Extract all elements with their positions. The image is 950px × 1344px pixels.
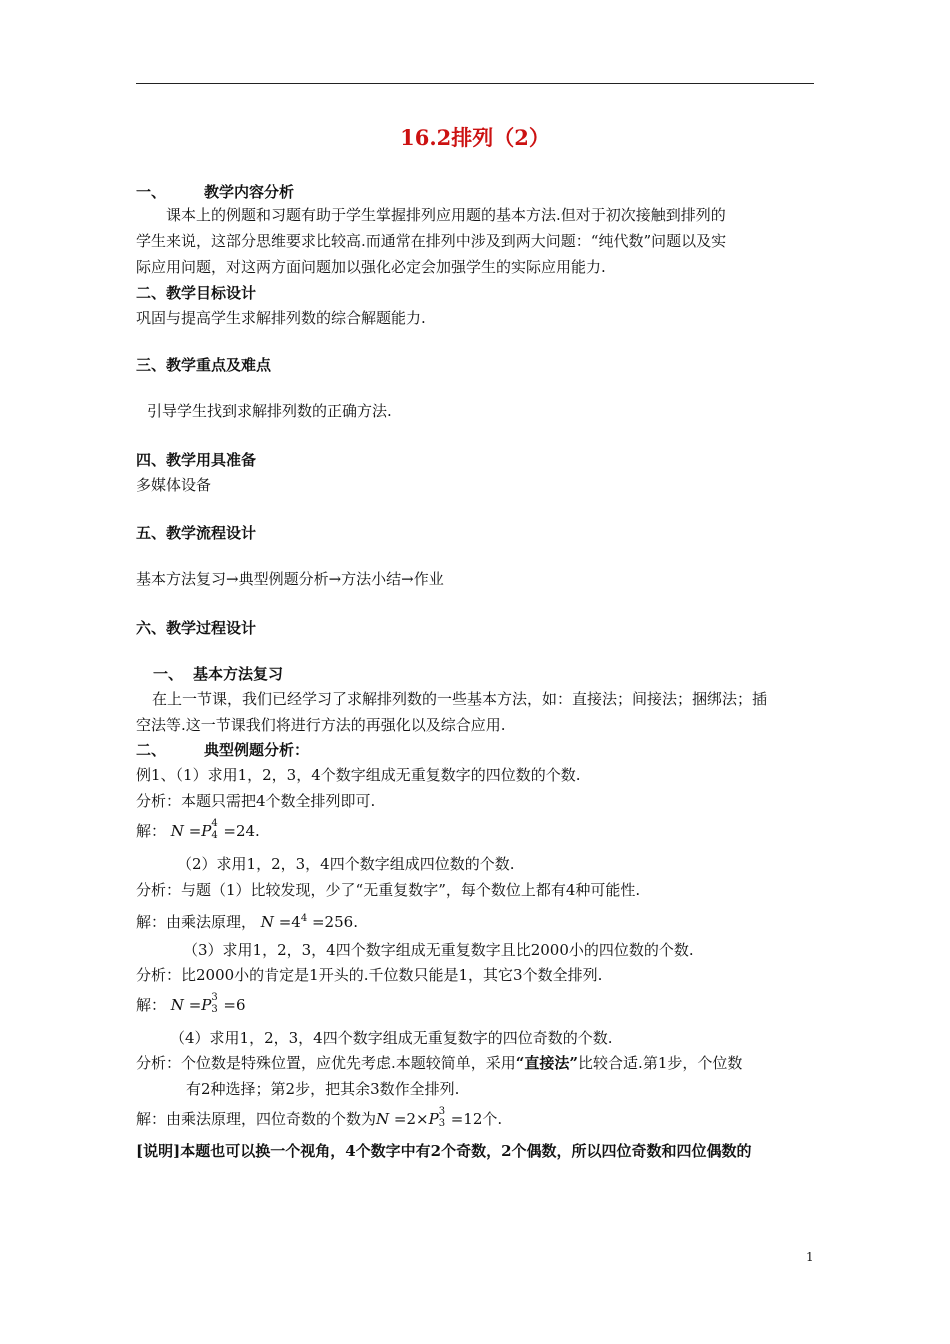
example-1-solution-3: 解： N =P 3 3 =6	[136, 992, 246, 1015]
section-2-text: 巩固与提高学生求解排列数的综合解题能力.	[136, 309, 426, 327]
example-1-analysis-2: 分析：与题（1）比较发现，少了“无重复数字”，每个数位上都有4种可能性.	[136, 881, 641, 899]
section-1-heading: 一、 教学内容分析	[136, 183, 295, 201]
page-number: 1	[806, 1250, 814, 1264]
example-1-solution-2: 解：由乘法原理， $N =4^4 =256$.	[136, 913, 358, 931]
example-1-analysis-4-line-2: 有2种选择；第2步，把其余3数作全排列.	[186, 1080, 460, 1098]
header-rule	[136, 83, 814, 84]
example-1-note: [说明]本题也可以换一个视角，4个数字中有2个奇数，2个偶数，所以四位奇数和四位偶数的	[136, 1142, 752, 1160]
subsection-1-line-1: 在上一节课，我们已经学习了求解排列数的一些基本方法，如：直接法；间接法；捆绑法；插	[152, 690, 768, 708]
section-1-line-3: 际应用问题，对这两方面问题加以强化必定会加强学生的实际应用能力.	[136, 258, 606, 276]
example-1-solution-1: 解： N =P 4 4 =24.	[136, 818, 260, 841]
section-4-text: 多媒体设备	[136, 476, 212, 494]
section-3-text: 引导学生找到求解排列数的正确方法.	[147, 402, 392, 420]
page-title: 16.2排列（2）	[400, 125, 550, 150]
section-5-text: 基本方法复习→典型例题分析→方法小结→作业	[136, 570, 444, 588]
subsection-1-line-2: 空法等.这一节课我们将进行方法的再强化以及综合应用.	[136, 716, 506, 734]
section-5-heading: 五、教学流程设计	[136, 524, 257, 542]
example-1-question-2: （2）求用1，2，3，4四个数字组成四位数的个数.	[177, 855, 515, 873]
example-1-analysis-1: 分析：本题只需把4个数全排列即可.	[136, 792, 376, 810]
section-1-line-2: 学生来说，这部分思维要求比较高.而通常在排列中涉及到两大问题：“纯代数”问题以及实	[136, 232, 727, 250]
example-1-analysis-3: 分析：比2000小的肯定是1开头的.千位数只能是1，其它3个数全排列.	[136, 966, 603, 984]
example-1-question-1: 例1、（1）求用1，2，3，4个数字组成无重复数字的四位数的个数.	[136, 766, 581, 784]
section-6-heading: 六、教学过程设计	[136, 619, 257, 637]
example-1-analysis-4-line-1: 分析：个位数是特殊位置，应优先考虑.本题较简单，采用“直接法”比较合适.第1步，个位数	[136, 1054, 743, 1072]
section-4-heading: 四、教学用具准备	[136, 451, 257, 469]
section-1-line-1: 课本上的例题和习题有助于学生掌握排列应用题的基本方法.但对于初次接触到排列的	[166, 206, 726, 224]
example-1-question-3: （3）求用1，2，3，4四个数字组成无重复数字且比2000小的四位数的个数.	[183, 941, 694, 959]
example-1-question-4: （4）求用1，2，3，4四个数字组成无重复数字的四位奇数的个数.	[170, 1029, 613, 1047]
subsection-1-heading: 一、 基本方法复习	[153, 665, 284, 683]
section-2-heading: 二、教学目标设计	[136, 284, 257, 302]
example-1-solution-4: 解：由乘法原理，四位奇数的个数为N =2×P 3 3 =12个.	[136, 1106, 503, 1129]
subsection-2-heading: 二、 典型例题分析：	[136, 741, 310, 759]
section-3-heading: 三、教学重点及难点	[136, 356, 272, 374]
